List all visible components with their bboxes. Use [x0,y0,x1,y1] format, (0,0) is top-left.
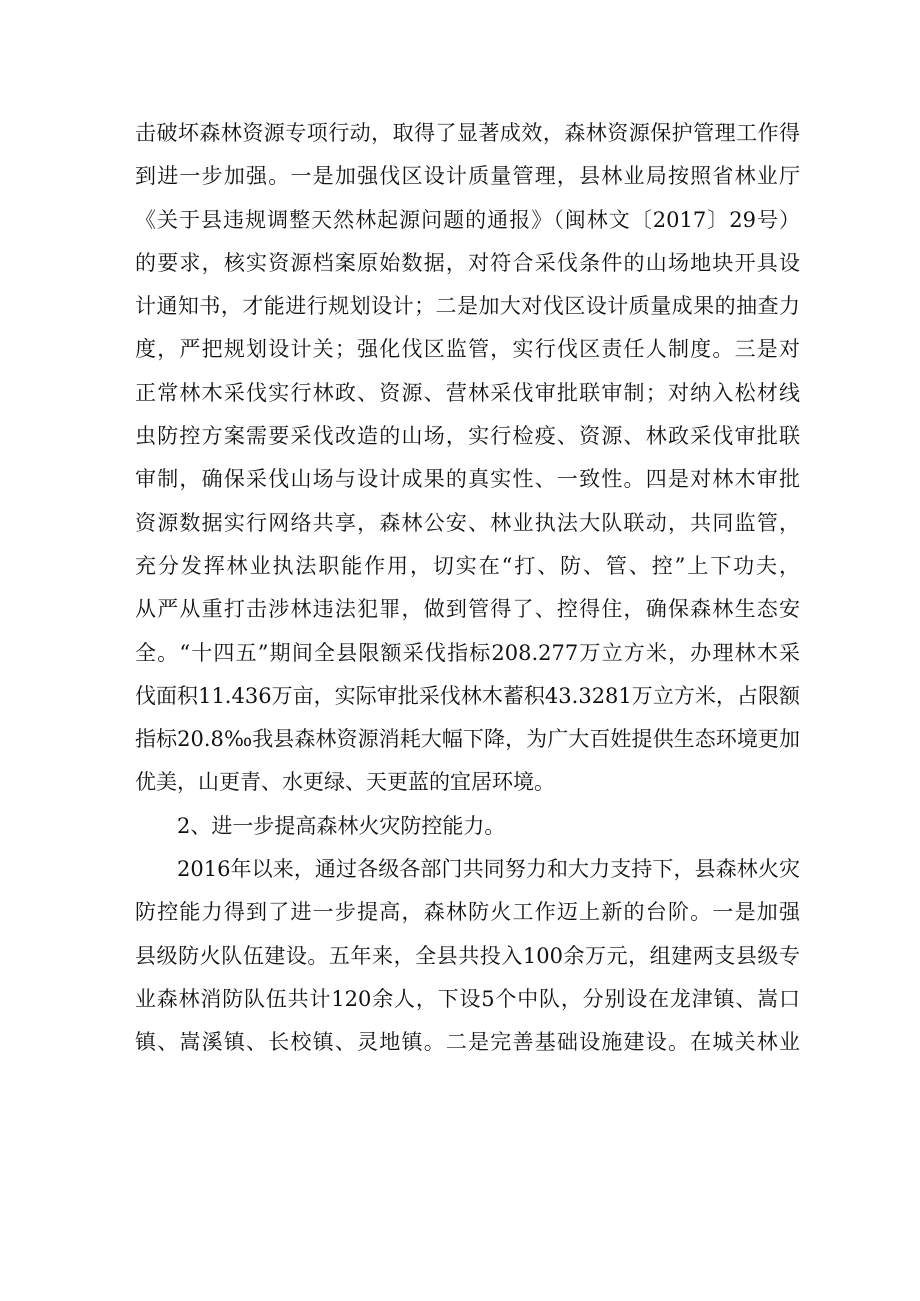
text-line: 伐面积11.436万亩，实际审批采伐林木蓄积43.3281万立方米，占限额 [135,683,800,708]
text-line: 到进一步加强。一是加强伐区设计质量管理，县林业局按照省林业厅 [135,164,800,189]
text-line: 充分发挥林业执法职能作用，切实在“打、防、管、控”上下功夫， [135,553,800,578]
text-line: 指标20.8‰我县森林资源消耗大幅下降，为广大百姓提供生态环境更加 [135,727,800,752]
text-line: 防控能力得到了进一步提高，森林防火工作迈上新的台阶。一是加强 [135,900,800,925]
text-line: 资源数据实行网络共享，森林公安、林业执法大队联动，共同监管， [135,510,800,535]
text-line: 《关于县违规调整天然林起源问题的通报》（闽林文〔2017〕29号） [135,207,800,232]
text-line: 度，严把规划设计关；强化伐区监管，实行伐区责任人制度。三是对 [135,337,800,362]
text-line: 业森林消防队伍共计120余人，下设5个中队，分别设在龙津镇、嵩口 [135,986,800,1011]
text-line: 的要求，核实资源档案原始数据，对符合采伐条件的山场地块开具设 [135,250,800,275]
paragraph-first-line: 2016年以来，通过各级各部门共同努力和大力支持下，县森林火灾 [177,857,800,882]
text-line: 从严从重打击涉林违法犯罪，做到管得了、控得住，确保森林生态安 [135,597,800,622]
paragraph-end-line: 优美，山更青、水更绿、天更蓝的宜居环境。 [135,770,555,795]
text-line: 计通知书，才能进行规划设计；二是加大对伐区设计质量成果的抽查力 [135,294,800,319]
text-line: 审制，确保采伐山场与设计成果的真实性、一致性。四是对林木审批 [135,467,800,492]
text-line: 虫防控方案需要采伐改造的山场，实行检疫、资源、林政采伐审批联 [135,424,800,449]
section-heading: 2、进一步提高森林火灾防控能力。 [177,813,506,838]
text-line: 全。“十四五”期间全县限额采伐指标208.277万立方米，办理林木采 [135,640,800,665]
text-line: 击破坏森林资源专项行动，取得了显著成效，森林资源保护管理工作得 [135,121,800,145]
text-line: 县级防火队伍建设。五年来，全县共投入100余万元，组建两支县级专 [135,943,800,968]
text-line: 镇、嵩溪镇、长校镇、灵地镇。二是完善基础设施建设。在城关林业 [135,1030,800,1055]
body-text [135,112,800,1065]
text-line: 正常林木采伐实行林政、资源、营林采伐审批联审制；对纳入松材线 [135,380,800,405]
